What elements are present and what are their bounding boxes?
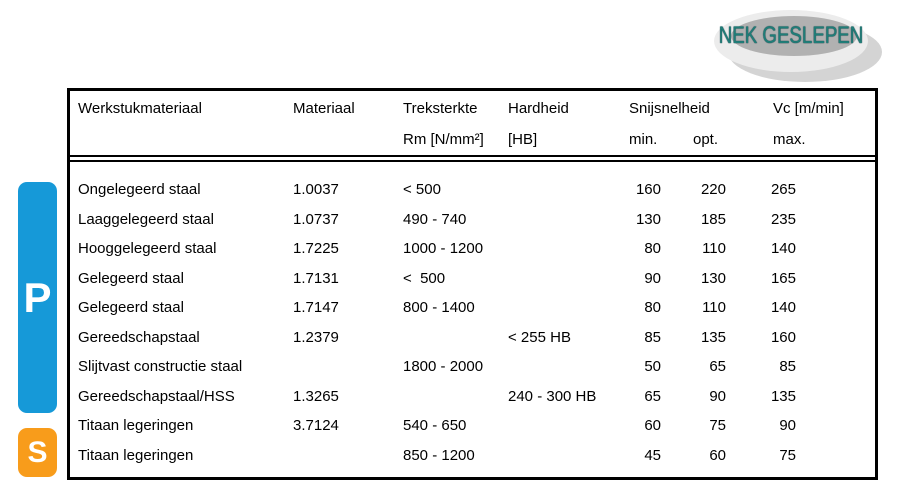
header-vc: Vc [m/min] — [773, 100, 844, 117]
cell-treksterkte: < 500 — [403, 269, 446, 287]
cell-treksterkte: 850 - 1200 — [403, 446, 475, 464]
cell-code: 1.0037 — [293, 181, 339, 199]
table-row — [78, 175, 875, 205]
table-row — [78, 234, 875, 264]
cell-min: 60 — [644, 417, 661, 435]
cell-code: 1.7131 — [293, 269, 339, 287]
iso-group-p-label: P — [23, 273, 52, 321]
cell-treksterkte: 490 - 740 — [403, 210, 467, 228]
cell-treksterkte: 540 - 650 — [403, 417, 467, 435]
cell-min: 85 — [644, 328, 661, 346]
header-min: min. — [629, 131, 658, 148]
table-row — [78, 441, 875, 471]
cell-min: 160 — [635, 181, 661, 199]
cell-opt: 130 — [700, 269, 726, 287]
table-row — [78, 205, 875, 235]
header-hardheid: Hardheid — [508, 100, 569, 117]
cell-opt: 110 — [702, 299, 726, 317]
cell-material: Laaggelegeerd staal — [78, 210, 214, 228]
table-row — [78, 352, 875, 382]
cell-min: 65 — [644, 387, 661, 405]
header-snijsnelheid: Snijsnelheid — [629, 100, 710, 117]
cell-code: 1.3265 — [293, 387, 339, 405]
table-row — [78, 382, 875, 412]
iso-group-s-label: S — [27, 435, 48, 469]
header-row-1 — [78, 93, 875, 124]
cell-max: 140 — [770, 240, 796, 258]
header-hb-unit: [HB] — [508, 131, 538, 148]
header-max: max. — [773, 131, 806, 148]
cell-max: 135 — [770, 387, 796, 405]
cell-min: 80 — [644, 240, 661, 258]
header-row-2 — [78, 124, 875, 155]
cell-code: 1.0737 — [293, 210, 339, 228]
cutting-speed-table — [67, 88, 878, 480]
cell-code: 1.2379 — [293, 328, 339, 346]
cell-opt: 75 — [709, 417, 726, 435]
header-rm-unit: Rm [N/mm²] — [403, 131, 484, 148]
cell-min: 80 — [644, 299, 661, 317]
cell-max: 85 — [779, 358, 796, 376]
cell-material: Gelegeerd staal — [78, 299, 184, 317]
header-materiaal: Materiaal — [293, 100, 355, 117]
cell-material: Gelegeerd staal — [78, 269, 184, 287]
cell-max: 75 — [779, 446, 796, 464]
table-header — [70, 91, 875, 155]
cell-treksterkte: 1000 - 1200 — [403, 240, 484, 258]
header-opt: opt. — [693, 131, 719, 148]
iso-group-p-marker — [18, 182, 57, 413]
table-row — [78, 411, 875, 441]
cell-treksterkte: < 500 — [403, 181, 441, 199]
cell-material: Slijtvast constructie staal — [78, 358, 243, 376]
table-row — [78, 293, 875, 323]
cell-material: Gereedschapstaal — [78, 328, 200, 346]
cell-min: 45 — [644, 446, 661, 464]
cell-material: Ongelegeerd staal — [78, 181, 201, 199]
header-treksterkte: Treksterkte — [403, 100, 478, 117]
cell-code: 3.7124 — [293, 417, 339, 435]
cell-max: 265 — [770, 181, 796, 199]
header-divider — [70, 155, 875, 162]
cell-material: Gereedschapstaal/HSS — [78, 387, 235, 405]
cell-code: 1.7225 — [293, 240, 339, 258]
cell-opt: 135 — [700, 328, 726, 346]
table-row — [78, 264, 875, 294]
nek-geslepen-badge — [700, 4, 895, 86]
cell-code: 1.7147 — [293, 299, 339, 317]
cell-opt: 110 — [702, 240, 726, 258]
cell-min: 130 — [635, 210, 661, 228]
cell-material: Titaan legeringen — [78, 446, 194, 464]
cell-min: 90 — [644, 269, 661, 287]
cell-max: 235 — [770, 210, 796, 228]
cell-max: 165 — [770, 269, 796, 287]
cell-max: 160 — [770, 328, 796, 346]
cell-opt: 220 — [700, 181, 726, 199]
cell-hardheid: < 255 HB — [508, 328, 571, 346]
table-row — [78, 323, 875, 353]
cell-material: Hooggelegeerd staal — [78, 240, 217, 258]
cell-opt: 185 — [700, 210, 726, 228]
table-body — [70, 162, 875, 470]
cell-opt: 65 — [709, 358, 726, 376]
cell-opt: 60 — [709, 446, 726, 464]
badge-label: NEK GESLEPEN — [718, 22, 864, 49]
cell-treksterkte: 800 - 1400 — [403, 299, 475, 317]
cell-treksterkte: 1800 - 2000 — [403, 358, 484, 376]
cell-min: 50 — [644, 358, 661, 376]
cell-max: 140 — [770, 299, 796, 317]
cell-opt: 90 — [709, 387, 726, 405]
cell-material: Titaan legeringen — [78, 417, 194, 435]
cell-max: 90 — [779, 417, 796, 435]
header-werkstukmateriaal: Werkstukmateriaal — [78, 100, 202, 117]
cell-hardheid: 240 - 300 HB — [508, 387, 597, 405]
iso-group-s-marker — [18, 428, 57, 477]
